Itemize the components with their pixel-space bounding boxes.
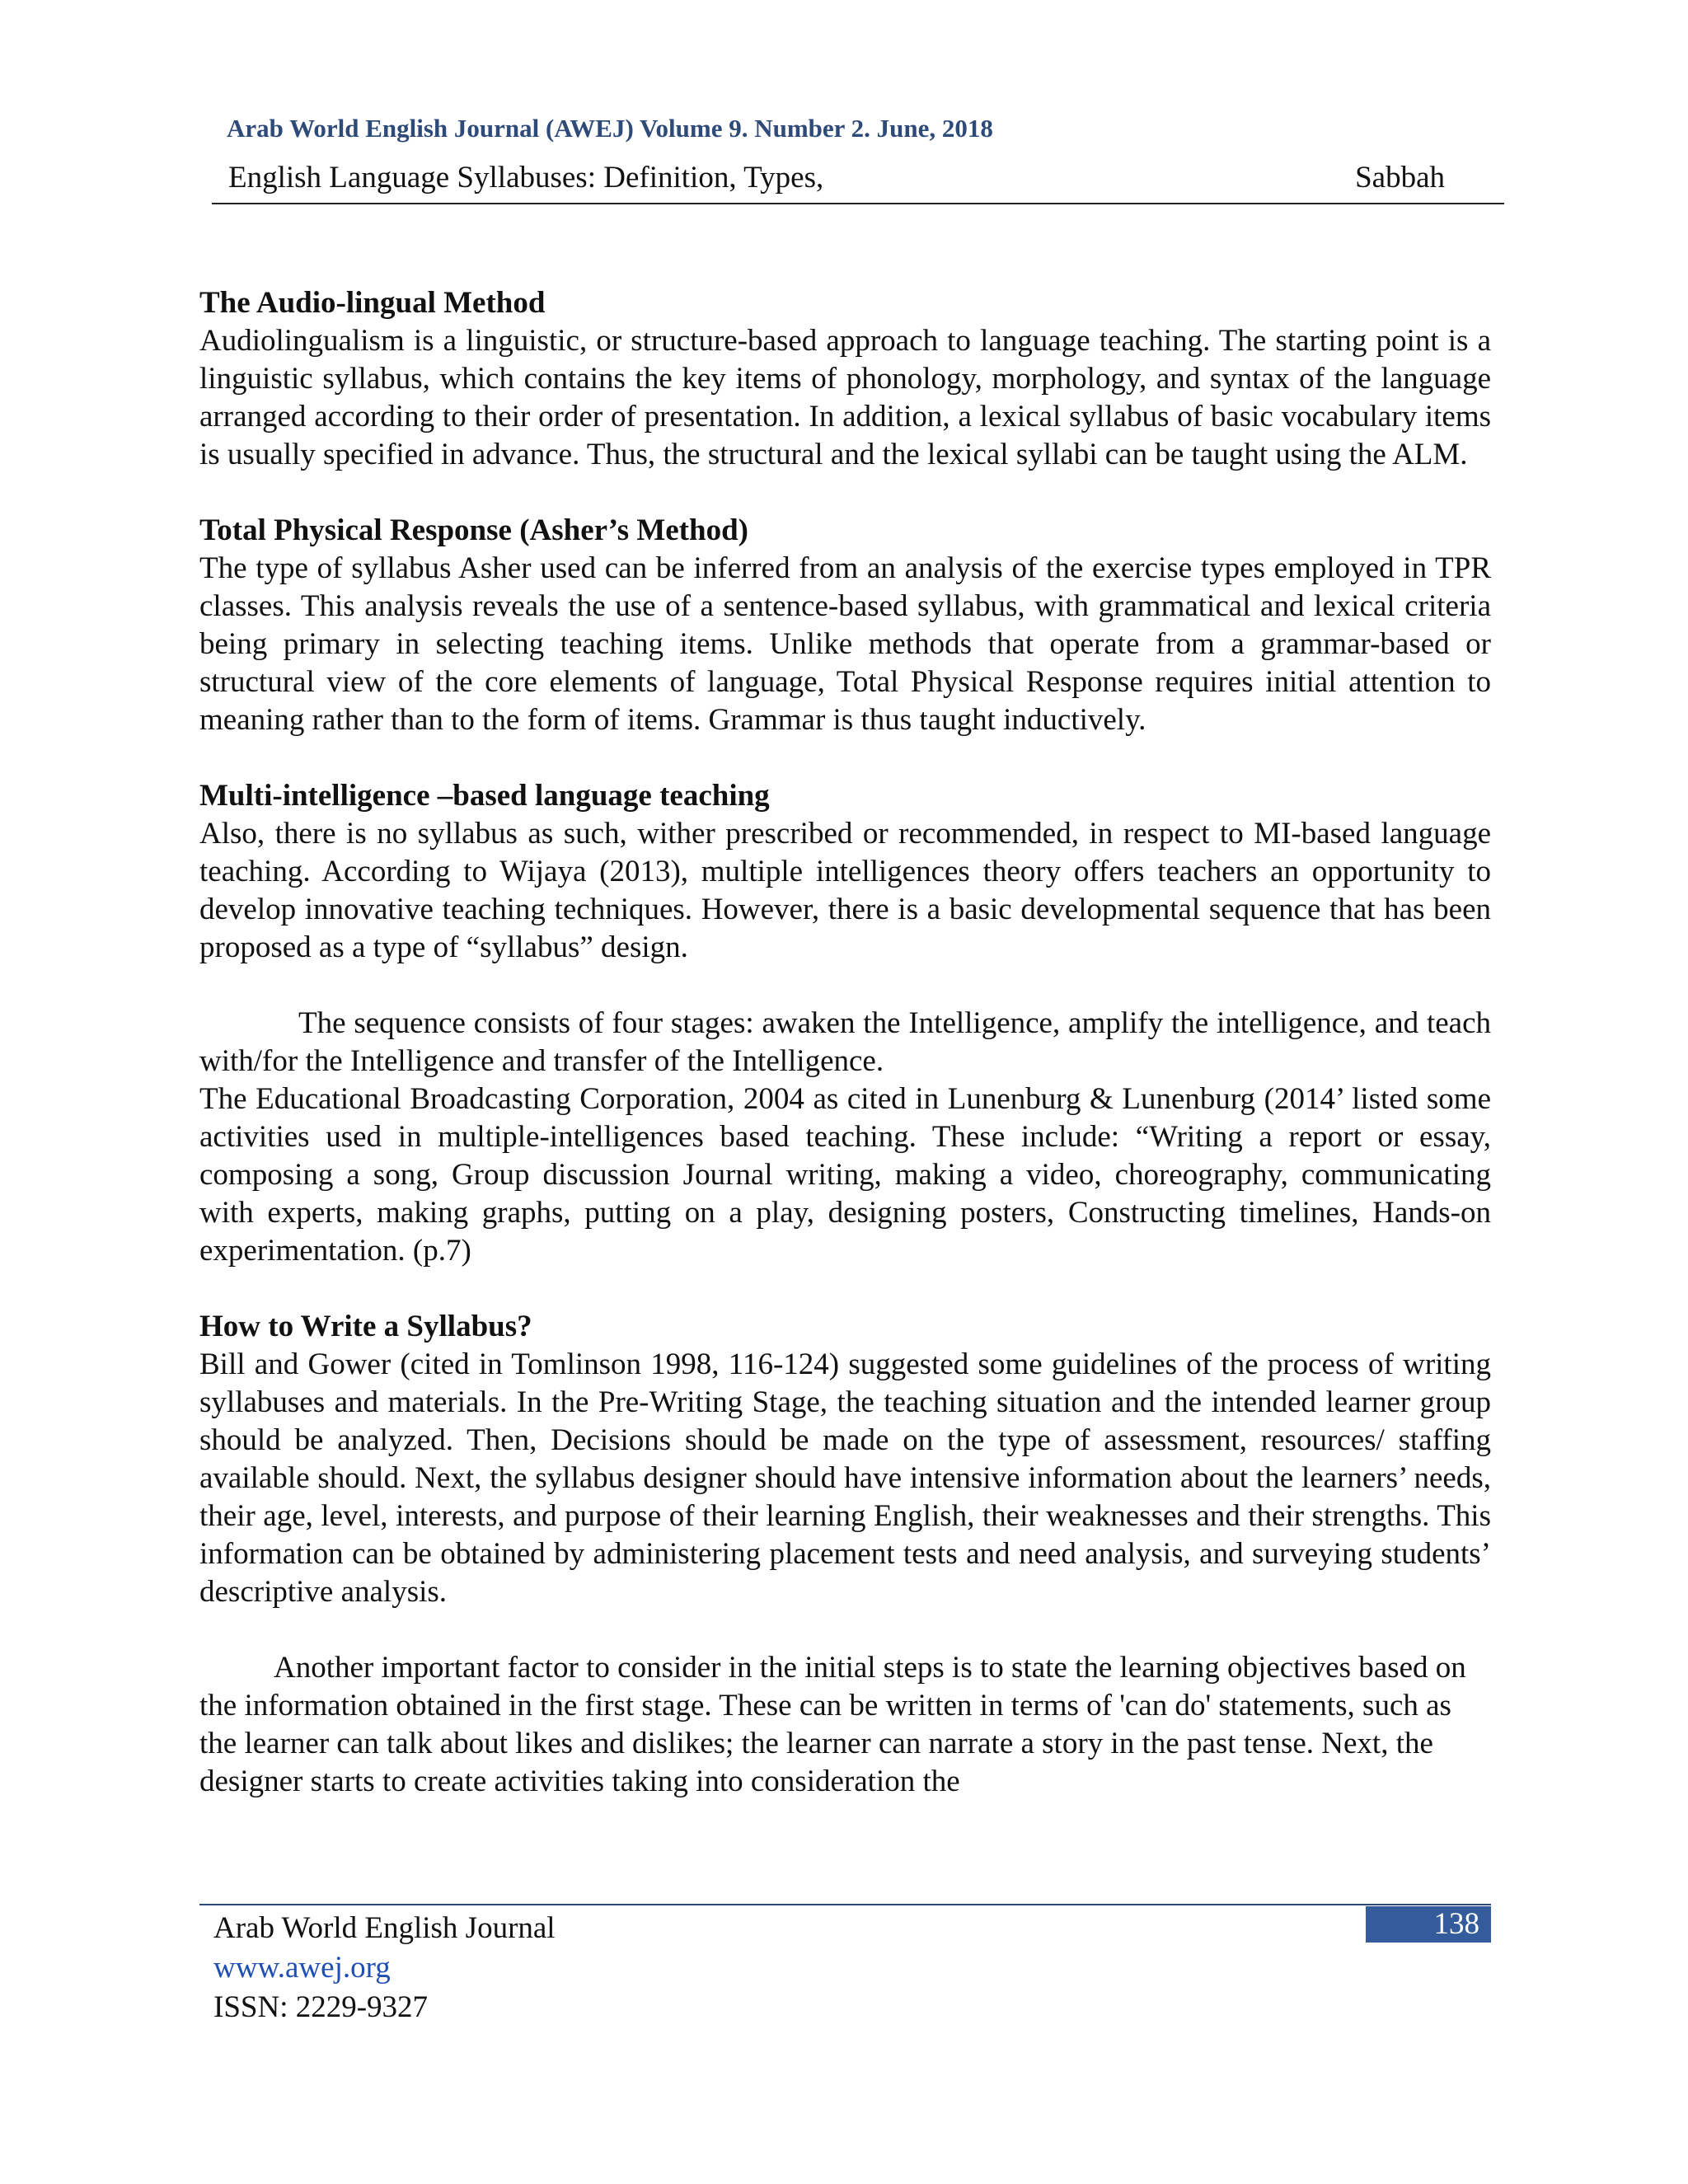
paragraph: The sequence consists of four stages: awaken the Intelligence, amplify the intelligence, and teach with/for the Intelligence and transfer of the Intelligence. (199, 1006, 1491, 1078)
article-body (199, 284, 1491, 1801)
paragraph: Another important factor to consider in the initial steps is to state the learning objectives based on the information obtained in the first stage. These can be written in terms of 'can do' statements, such as the learner can talk about likes and dislikes; the learner can narrate a story in the past tense. Next, the designer starts to create activities taking into consideration the (199, 1651, 1466, 1798)
section-heading-multi-intelligence: Multi-intelligence –based language teaching (199, 779, 770, 813)
footer-journal-name: Arab World English Journal (213, 1911, 556, 1945)
footer-divider (199, 1904, 1491, 1905)
paragraph: The Educational Broadcasting Corporation, 2004 as cited in Lunenburg & Lunenburg (2014’ listed some activities used in multiple-intelligences based teaching. These include: “Writing a report or essay, composing a song, Group discussion Journal writing, making a video, choreography, communicating with experts, making graphs, putting on a play, designing posters, Constructing timelines, Hands-on experimentation. (p.7) (199, 1082, 1491, 1268)
issn: ISSN: 2229-9327 (213, 1990, 429, 2024)
section-heading-how-to-write: How to Write a Syllabus? (199, 1310, 532, 1343)
journal-citation: Arab World English Journal (AWEJ) Volume 9. Number 2. June, 2018 (227, 114, 993, 143)
page-footer (213, 1909, 556, 2027)
paragraph: Audiolingualism is a linguistic, or structure-based approach to language teaching. The starting point is a linguistic syllabus, which contains the key items of phonology, morphology, and syntax of the language arranged according to their order of presentation. In addition, a lexical syllabus of basic vocabulary items is usually specified in advance. Thus, the structural and the lexical syllabi can be taught using the ALM. (199, 324, 1491, 471)
page-number-badge: 138 (1366, 1906, 1491, 1943)
author-name: Sabbah (1355, 161, 1445, 194)
paragraph: Also, there is no syllabus as such, wither prescribed or recommended, in respect to MI-based language teaching. According to Wijaya (2013), multiple intelligences theory offers teachers an opportunity to develop innovative teaching techniques. However, there is a basic developmental sequence that has been proposed as a type of “syllabus” design. (199, 817, 1491, 964)
paragraph: Bill and Gower (cited in Tomlinson 1998, 116-124) suggested some guidelines of the process of writing syllabuses and materials. In the Pre-Writing Stage, the teaching situation and the intended learner group should be analyzed. Then, Decisions should be made on the type of assessment, resources/ staffing available should. Next, the syllabus designer should have intensive information about the learners’ needs, their age, level, interests, and purpose of their learning English, their weaknesses and their strengths. This information can be obtained by administering placement tests and need analysis, and surveying students’ descriptive analysis. (199, 1347, 1491, 1609)
section-heading-tpr: Total Physical Response (Asher’s Method) (199, 513, 748, 547)
section-heading-audio-lingual: The Audio-lingual Method (199, 286, 546, 320)
website-link[interactable]: www.awej.org (213, 1951, 391, 1985)
paragraph: The type of syllabus Asher used can be inferred from an analysis of the exercise types employed in TPR classes. This analysis reveals the use of a sentence-based syllabus, with grammatical and lexical criteria being primary in selecting teaching items. Unlike methods that operate from a grammar-based or structural view of the core elements of language, Total Physical Response requires initial attention to meaning rather than to the form of items. Grammar is thus taught inductively. (199, 551, 1491, 737)
article-short-title: English Language Syllabuses: Definition, Types, (228, 161, 824, 194)
running-header (212, 158, 1504, 204)
